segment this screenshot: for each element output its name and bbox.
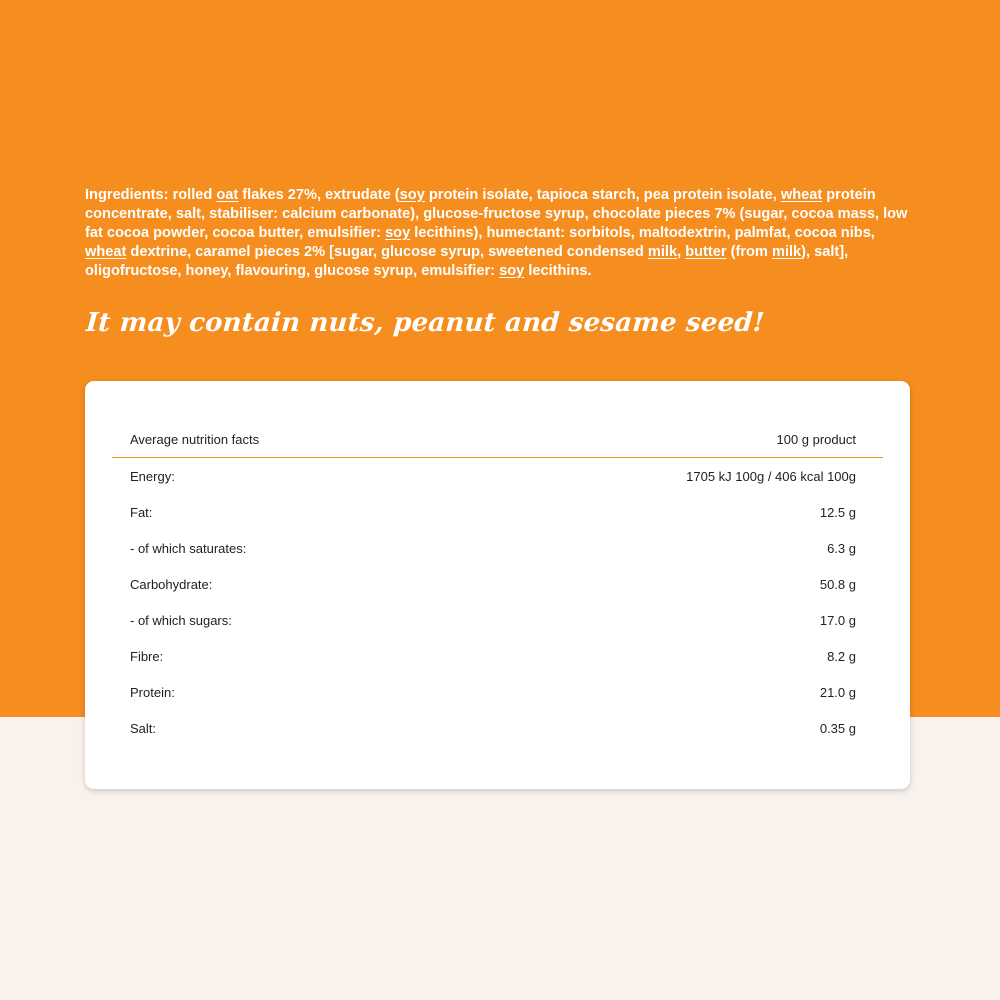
nutrition-value: 0.35 g: [819, 720, 856, 736]
allergen-warning: It may contain nuts, peanut and sesame seed!: [84, 308, 766, 338]
nutrition-header-label: Average nutrition facts: [130, 431, 260, 447]
nutrition-label: - of which saturates:: [130, 540, 247, 556]
ingredients-text: [85, 186, 915, 281]
nutrition-label: Energy:: [130, 468, 175, 484]
nutrition-table: [112, 421, 883, 746]
allergen-highlight: oat: [216, 187, 239, 203]
allergen-highlight: butter: [685, 244, 727, 260]
ingredients-segment: (from: [726, 244, 772, 260]
nutrition-value: 50.8 g: [819, 576, 856, 592]
nutrition-card: [85, 381, 910, 789]
nutrition-row-protein: [112, 674, 883, 710]
allergen-highlight: milk: [771, 244, 802, 260]
allergen-highlight: milk: [647, 244, 678, 260]
nutrition-value: 6.3 g: [827, 540, 856, 556]
allergen-highlight: wheat: [85, 244, 127, 260]
nutrition-row-fibre: [112, 638, 883, 674]
ingredients-segment: ), salt], oligofructose, honey, flavouring, glucose syrup, emulsifier:: [85, 244, 849, 279]
nutrition-row-salt: [112, 710, 883, 746]
nutrition-value: 12.5 g: [819, 504, 856, 520]
nutrition-header-row: [112, 421, 883, 458]
nutrition-label: - of which sugars:: [130, 612, 232, 628]
allergen-highlight: wheat: [780, 187, 823, 203]
ingredients-segment: ,: [677, 244, 686, 260]
ingredients-segment: flakes 27%, extrudate (: [238, 187, 400, 203]
ingredients-segment: Ingredients: rolled: [85, 187, 217, 203]
nutrition-label: Fibre:: [130, 648, 164, 664]
nutrition-row-carbohydrate: [112, 566, 883, 602]
ingredients-segment: lecithins), humectant: sorbitols, maltodextrin, palmfat, cocoa nibs,: [410, 225, 875, 241]
allergen-highlight: soy: [499, 263, 525, 279]
nutrition-label: Fat:: [130, 504, 153, 520]
ingredients-segment: protein isolate, tapioca starch, pea protein isolate,: [424, 187, 781, 203]
nutrition-row-sugars: [112, 602, 883, 638]
ingredients-segment: protein concentrate, salt, stabiliser: calcium carbonate), glucose-fructose syrup, chocolate pieces 7% (sugar, cocoa mass, low fat cocoa powder, cocoa butter, emulsifier:: [85, 187, 908, 241]
nutrition-value: 1705 kJ 100g / 406 kcal 100g: [686, 468, 856, 484]
nutrition-label: Protein:: [130, 684, 175, 700]
nutrition-label: Carbohydrate:: [130, 576, 213, 592]
nutrition-header-value: 100 g product: [776, 431, 856, 447]
nutrition-row-saturates: [112, 530, 883, 566]
nutrition-value: 17.0 g: [819, 612, 856, 628]
allergen-highlight: soy: [385, 225, 411, 241]
nutrition-value: 21.0 g: [819, 684, 856, 700]
ingredients-segment: dextrine, caramel pieces 2% [sugar, glucose syrup, sweetened condensed: [126, 244, 648, 260]
nutrition-label: Salt:: [130, 720, 157, 736]
nutrition-row-fat: [112, 494, 883, 530]
ingredients-segment: lecithins.: [524, 263, 592, 279]
nutrition-value: 8.2 g: [827, 648, 856, 664]
nutrition-row-energy: [112, 458, 883, 494]
allergen-highlight: soy: [399, 187, 425, 203]
